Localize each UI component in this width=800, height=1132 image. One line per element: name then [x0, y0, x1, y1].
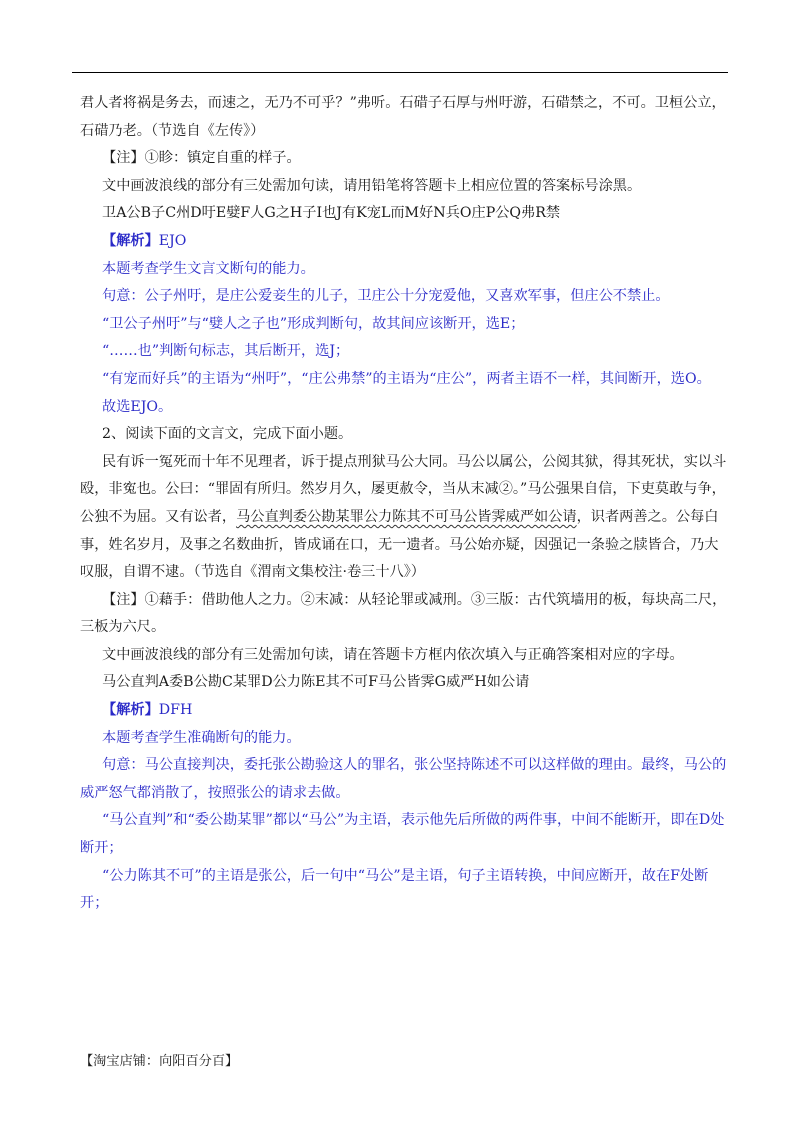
- q2-passage-a: 民有诉一冤死而十年不见理者，诉于提点刑狱马公大同。马公以属公，公阅其狱，得其死状，实以斗殴，非寃也。公曰：“罪固有所归。然岁月久，屡更赦令，当从末减②。”马公强果自信，下吏莫敢与争，公独不为屈。又有讼者，: [80, 453, 727, 525]
- q1-explain-5: “有宠而好兵”的主语为“州吁”，“庄公弗禁”的主语为“庄公”，两者主语不一样，其间断开，选O。: [102, 370, 711, 387]
- q1-passage-end: 君人者将祸是务去，而速之，无乃不可乎？”弗听。石碏子石厚与州吁游，石碏禁之，不可。卫桓公立，石碏乃老。（节选自《左传》）: [80, 95, 726, 139]
- footer-shop: 【淘宝店铺：向阳百分百】: [80, 1054, 239, 1069]
- q1-instruction: 文中画波浪线的部分有三处需加句读，请用铅笔将答题卡上相应位置的答案标号涂黑。: [102, 177, 642, 194]
- q2-passage-b: ，识者两善之。公每白事，姓名岁月，及事之名数曲折，皆成诵在口，无一遗者。马公始亦疑，因强记一条验之牍皆合，乃大叹服，自谓不逮。（节选自《渭南文集校注·卷三十八》）: [80, 508, 719, 581]
- q1-explain-1: 本题考查学生文言文断句的能力。: [102, 260, 315, 277]
- q2-instruction: 文中画波浪线的部分有三处需加句读，请在答题卡方框内依次填入与正确答案相对应的字母。: [102, 646, 684, 663]
- analysis-label: 【解析】: [102, 702, 159, 719]
- q1-explain-6: 故选EJO。: [102, 398, 173, 415]
- q2-explain-2: 句意：马公直接判决，委托张公勘验这人的罪名，张公坚持陈述不可以这样做的理由。最终，马公的威严怒气都消散了，按照张公的请求去做。: [80, 757, 727, 801]
- q2-explain-3: “马公直判”和“委公勘某罪”都以“马公”为主语，表示他先后所做的两件事，中间不能断开，即在D处断开；: [80, 812, 725, 857]
- q1-analysis-line: [80, 228, 730, 256]
- q2-analysis-line: [80, 697, 730, 725]
- q1-note: 【注】①眕：镇定自重的样子。: [102, 150, 301, 167]
- q1-explain-2: 句意：公子州吁，是庄公爱妾生的儿子，卫庄公十分宠爱他，又喜欢军事，但庄公不禁止。: [102, 288, 670, 305]
- q2-note: 【注】①藉手：借助他人之力。②末减：从轻论罪或减刑。③三版：古代筑墙用的板，每块高二尺，三板为六尺。: [80, 591, 727, 636]
- analysis-answer: DFH: [158, 702, 193, 719]
- q2-passage-wavy: 马公直判委公勘某罪公力陈其不可马公皆霁威严如公请: [236, 508, 577, 525]
- q1-explain-4: “……也”判断句标志，其后断开，选J；: [102, 343, 350, 360]
- document-body: [80, 90, 730, 918]
- q2-options: 马公直判A委B公勘C某罪D公力陈E其不可F马公皆霁G威严H如公请: [102, 674, 530, 691]
- analysis-label: 【解析】: [102, 232, 159, 249]
- header-rule: [72, 72, 728, 73]
- q2-explain-4: “公力陈其不可”的主语是张公，后一句中“马公”是主语，句子主语转换，中间应断开，故在F处断开；: [80, 867, 709, 912]
- q2-header: 2、阅读下面的文言文，完成下面小题。: [102, 426, 353, 443]
- analysis-answer: EJO: [158, 232, 187, 249]
- q1-explain-3: “卫公子州吁”与“嬖人之子也”形成判断句，故其间应该断开，选E；: [102, 315, 525, 332]
- q1-options: 卫A公B子C州D吁E嬖F人G之H子I也J有K宠L而M好N兵O庄P公Q弗R禁: [102, 205, 561, 222]
- q2-explain-1: 本题考查学生准确断句的能力。: [102, 729, 301, 746]
- q2-passage: [80, 449, 730, 587]
